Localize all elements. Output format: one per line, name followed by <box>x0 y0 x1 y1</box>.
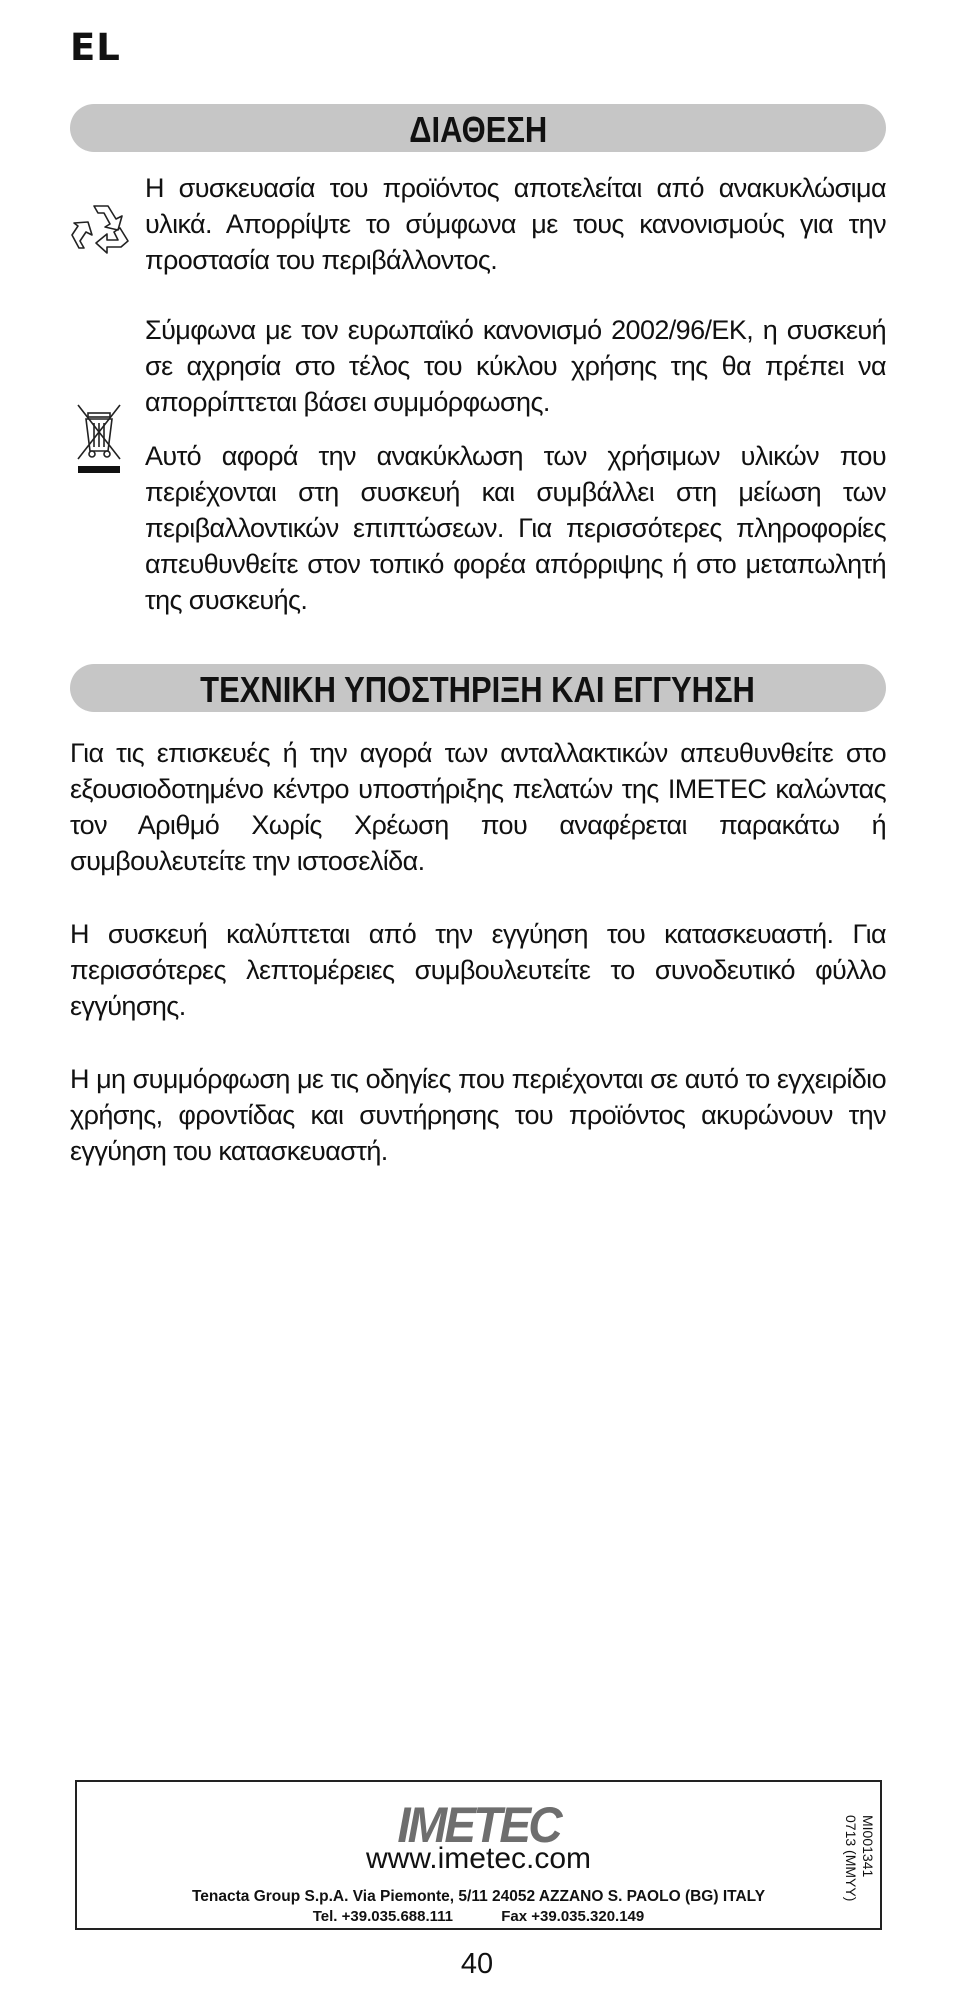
recycling-paragraph: Αυτό αφορά την ανακύκλωση των χρήσιμων υλικών που περιέχονται στη συσκευή και συμβάλλει στη μείωση των περιβαλλοντικών επιπτώσεων. Για περισσότερες πληροφορίες απευθυνθείτε στον τοπικό φορέα απόρριψης ή στο μεταπωλητή της συσκευής. <box>145 441 886 615</box>
support-heading-bar <box>70 664 886 712</box>
document-code: MI001341 <box>860 1815 876 1878</box>
company-contacts <box>77 1908 880 1925</box>
disposal-heading-bar <box>70 104 886 152</box>
recycle-icon <box>70 200 132 256</box>
support-paragraph-repairs: Για τις επισκευές ή την αγορά των ανταλλακτικών απευθυνθείτε στο εξουσιοδοτημένο κέντρο υποστήριξης πελατών της IMETEC καλώντας τον Αριθμό Χωρίς Χρέωση που αναφέρεται παρακάτω ή συμβουλευτείτε την ιστοσελίδα. <box>70 738 886 876</box>
website-link[interactable]: www.imetec.com <box>365 1842 592 1875</box>
imetec-logo: IMETEC <box>397 1797 560 1853</box>
document-code-block <box>836 1815 876 1905</box>
page-number: 40 <box>460 1948 494 1980</box>
packaging-paragraph: Η συσκευασία του προϊόντος αποτελείται από ανακυκλώσιμα υλικά. Απορρίψτε το σύμφωνα με τους κανονισμούς για την προστασία του περιβάλλοντος. <box>145 173 886 275</box>
regulation-paragraph: Σύμφωνα με τον ευρωπαϊκό κανονισμό 2002/96/ΕΚ, η συσκευή σε αχρησία στο τέλος του κύκλου χρήσης της θα πρέπει να απορρίπτεται βάσει συμμόρφωσης. <box>145 315 886 417</box>
support-paragraph-noncompliance: Η μη συμμόρφωση με τις οδηγίες που περιέχονται σε αυτό το εγχειρίδιο χρήσης, φροντίδας και συντήρησης του προϊόντος ακυρώνουν την εγγύηση του κατασκευαστή. <box>70 1064 886 1166</box>
fax-number: Fax +39.035.320.149 <box>501 1908 645 1925</box>
telephone-number: Tel. +39.035.688.111 <box>312 1908 454 1925</box>
support-paragraph-warranty: Η συσκευή καλύπτεται από την εγγύηση του κατασκευαστή. Για περισσότερες λεπτομέρειες συμβουλευτείτε το συνοδευτικό φύλλο εγγύησης. <box>70 919 886 1021</box>
support-heading: ΤΕΧΝΙΚΗ ΥΠΟΣΤΗΡΙΞΗ ΚΑΙ ΕΓΓΥΗΣΗ <box>200 669 756 710</box>
disposal-heading: ΔΙΑΘΕΣΗ <box>408 109 548 150</box>
document-date: 0713 (MMYY) <box>843 1815 859 1902</box>
crossed-out-bin-icon <box>74 403 124 477</box>
company-address: Tenacta Group S.p.A. Via Piemonte, 5/11 24052 AZZANO S. PAOLO (BG) ITALY <box>191 1888 766 1905</box>
language-code: EL <box>70 26 121 69</box>
footer-box <box>75 1780 882 1930</box>
